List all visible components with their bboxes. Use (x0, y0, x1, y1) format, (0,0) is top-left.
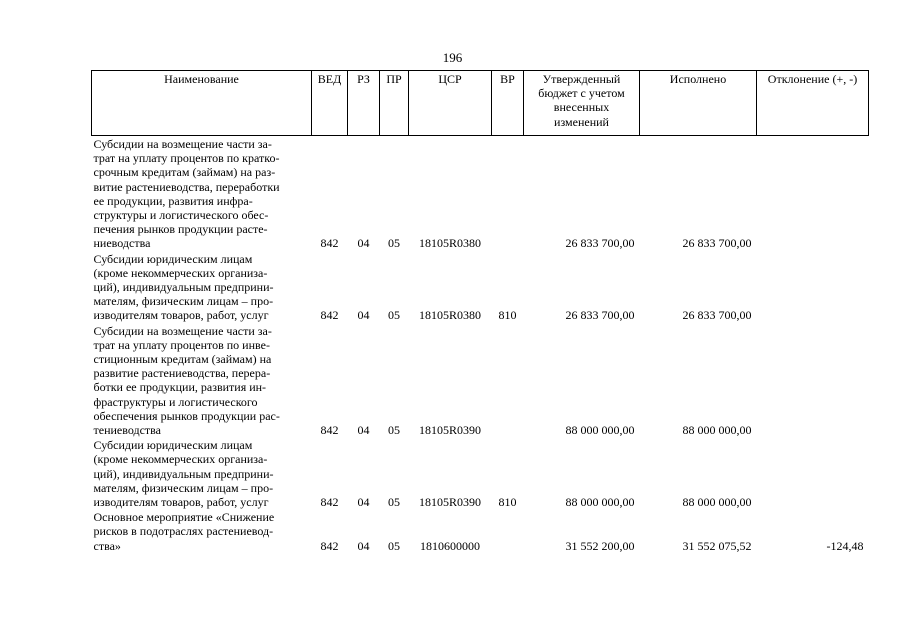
table-row (92, 323, 869, 438)
name-line: изводителям товаров, работ, услуг (93, 495, 269, 510)
name-cell (92, 251, 312, 323)
name-line: обеспечения рынков продукции рас- (93, 408, 280, 423)
header-vr: ВР (492, 71, 524, 136)
executed-cell: 26 833 700,00 (682, 236, 752, 251)
header-ved: ВЕД (312, 71, 348, 136)
table-row (92, 251, 869, 323)
name-line: рисков в подотраслях растениевод- (93, 524, 274, 539)
ved-cell: 842 (320, 423, 339, 438)
vr-cell (492, 323, 524, 438)
pr-cell: 05 (388, 308, 400, 323)
approved-budget-cell: 31 552 200,00 (565, 538, 635, 553)
name-line: ее продукции, развития инфра- (93, 193, 253, 208)
name-cell (92, 437, 312, 509)
name-line: мателям, физическим лицам – про- (93, 480, 274, 495)
name-line: трат на уплату процентов по инве- (93, 337, 270, 352)
deviation-cell (757, 136, 869, 251)
name-line: Субсидии юридическим лицам (93, 438, 253, 453)
approved-budget-cell: 26 833 700,00 (565, 236, 635, 251)
budget-table (91, 70, 869, 553)
rz-cell: 04 (357, 495, 370, 510)
name-line: ций), индивидуальным предприни- (93, 466, 274, 481)
name-line: трат на уплату процентов по кратко- (93, 151, 280, 166)
approved-budget-cell: 88 000 000,00 (565, 495, 635, 510)
header-executed: Исполнено (640, 71, 757, 136)
table-row (92, 136, 869, 251)
deviation-cell (757, 437, 869, 509)
approved-budget-cell: 88 000 000,00 (565, 423, 635, 438)
name-line: стиционным кредитам (займам) на (93, 352, 272, 367)
rz-cell: 04 (357, 538, 370, 553)
name-cell (92, 323, 312, 438)
rz-cell: 04 (357, 423, 370, 438)
approved-budget-cell: 26 833 700,00 (565, 308, 635, 323)
pr-cell: 05 (388, 236, 400, 251)
vr-cell: 810 (498, 495, 517, 510)
pr-cell: 05 (388, 423, 400, 438)
name-cell (92, 509, 312, 553)
executed-cell: 88 000 000,00 (682, 423, 752, 438)
name-line: ций), индивидуальным предприни- (93, 280, 274, 295)
table-body (92, 136, 869, 553)
name-cell (92, 136, 312, 251)
header-rz: РЗ (348, 71, 380, 136)
pr-cell: 05 (388, 495, 400, 510)
deviation-cell: -124,48 (826, 538, 864, 553)
executed-cell: 88 000 000,00 (682, 495, 752, 510)
ved-cell: 842 (320, 538, 339, 553)
vr-cell (492, 509, 524, 553)
header-csr: ЦСР (409, 71, 492, 136)
table-header-row (92, 71, 869, 136)
name-line: развитие растениеводства, перера- (93, 366, 271, 381)
header-name: Наименование (92, 71, 312, 136)
name-line: печения рынков продукции расте- (93, 222, 268, 237)
name-line: (кроме некоммерческих организа- (93, 265, 268, 280)
name-line: срочным кредитам (займам) на раз- (93, 165, 276, 180)
executed-cell: 26 833 700,00 (682, 308, 752, 323)
header-pr: ПР (380, 71, 409, 136)
rz-cell: 04 (357, 308, 370, 323)
deviation-cell (757, 251, 869, 323)
deviation-cell (757, 323, 869, 438)
csr-cell: 18105R0380 (418, 236, 481, 251)
vr-cell: 810 (498, 308, 517, 323)
name-line: фраструктуры и логистического (93, 394, 258, 409)
rz-cell: 04 (357, 236, 370, 251)
csr-cell: 18105R0390 (418, 495, 481, 510)
name-line: (кроме некоммерческих организа- (93, 452, 268, 467)
name-line: Основное мероприятие «Снижение (93, 510, 275, 525)
table-row (92, 509, 869, 553)
csr-cell: 18105R0390 (418, 423, 481, 438)
name-line: ства» (93, 538, 121, 553)
pr-cell: 05 (388, 538, 400, 553)
name-line: Субсидии на возмещение части за- (93, 137, 272, 151)
executed-cell: 31 552 075,52 (682, 538, 752, 553)
name-line: Субсидии на возмещение части за- (93, 323, 272, 338)
table-row (92, 437, 869, 509)
name-line: структуры и логистического обес- (93, 208, 269, 223)
name-line: витие растениеводства, переработки (93, 179, 280, 194)
name-line: ниеводства (93, 236, 151, 251)
csr-cell: 1810600000 (420, 538, 480, 553)
name-line: мателям, физическим лицам – про- (93, 294, 274, 309)
ved-cell: 842 (320, 308, 339, 323)
header-deviation: Отклонение (+, -) (757, 71, 869, 136)
name-line: ботки ее продукции, развития ин- (93, 380, 267, 395)
vr-cell (492, 136, 524, 251)
name-line: изводителям товаров, работ, услуг (93, 308, 269, 323)
ved-cell: 842 (320, 495, 339, 510)
ved-cell: 842 (320, 236, 339, 251)
csr-cell: 18105R0380 (418, 308, 481, 323)
name-line: Субсидии юридическим лицам (93, 251, 253, 266)
name-line: тениеводства (93, 423, 161, 438)
page-number: 196 (442, 50, 463, 65)
header-approved-budget: Утвержденный бюджет с учетом внесенных изменений (524, 71, 640, 136)
